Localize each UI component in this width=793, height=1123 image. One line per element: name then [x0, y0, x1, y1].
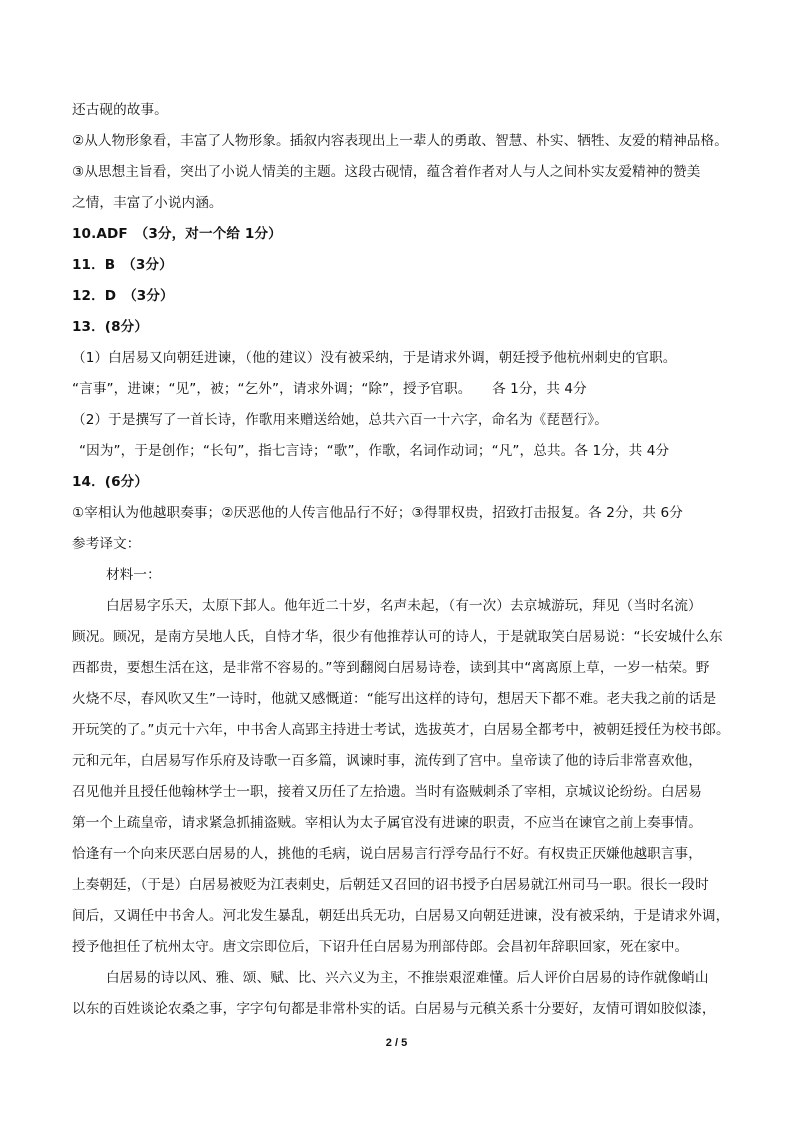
text-line: 之情，丰富了小说内涵。 [72, 195, 223, 211]
text-line: 火烧不尽，春风吹又生”一诗时，他就又感慨道：“能写出这样的诗句，想居天下都不难。老夫我之前的话是 [72, 691, 717, 707]
text-line: ②从人物形象看，丰富了人物形象。插叙内容表现出上一辈人的勇敢、智慧、朴实、牺牲、友爱的精神品格。 [72, 133, 728, 149]
answer-12: 12．D （3分） [72, 288, 174, 304]
text-line: 恰逢有一个向来厌恶白居易的人，挑他的毛病，说白居易言行浮夸品行不好。有权贵正厌嫌他越职言事， [72, 846, 702, 862]
answer-11: 11．B （3分） [72, 257, 173, 273]
text-line: （2）于是撰写了一首长诗，作歌用来赠送给她，总共六百一十六字，命名为《琵琶行》。 [72, 412, 609, 428]
text-line: ③从思想主旨看，突出了小说人情美的主题。这段古砚情，蕴含着作者对人与人之间朴实友爱精神的赞美 [72, 164, 701, 180]
text-line: 西都贵，要想生活在这，是非常不容易的。”等到翻阅白居易诗卷，读到其中“离离原上草，一岁一枯荣。野 [72, 660, 710, 676]
text-line: 白居易字乐天，太原下邽人。他年近二十岁，名声未起，（有一次）去京城游玩，拜见（当时名流） [106, 598, 702, 614]
text-line: 白居易的诗以风、雅、颂、赋、比、兴六义为主，不推崇艰涩难懂。后人评价白居易的诗作就像峭山 [106, 970, 709, 986]
text-line: （1）白居易又向朝廷进谏，（他的建议）没有被采纳，于是请求外调，朝廷授予他杭州刺史的官职。 [72, 350, 677, 366]
text-line: 以东的百姓谈论农桑之事，字字句句都是非常朴实的话。白居易与元稹关系十分要好，友情可谓如胶似漆， [72, 1001, 716, 1017]
text-line: 间后，又调任中书舍人。河北发生暴乱，朝廷出兵无功，白居易又向朝廷进谏，没有被采纳，于是请求外调， [72, 908, 730, 924]
answer-10: 10.ADF （3分，对一个给 1分） [72, 226, 282, 242]
text-line: 授予他担任了杭州太守。唐文宗即位后，下诏升任白居易为刑部侍郎。会昌初年辞职回家，死在家中。 [72, 939, 689, 955]
text-line: 上奏朝廷，（于是）白居易被贬为江表刺史，后朝廷又召回的诏书授予白居易就江州司马一职。很长一段时 [72, 877, 709, 893]
text-line: 顾况。顾况，是南方吴地人氏，自恃才华，很少有他推荐认可的诗人，于是就取笑白居易说：“长安城什么东 [72, 629, 723, 645]
text-line: ①宰相认为他越职奏事；②厌恶他的人传言他品行不好；③得罪权贵，招致打击报复。各 2分，共 6分 [72, 505, 683, 521]
text-line: “言事”，进谏；“见”，被；“乞外”，请求外调；“除”，授予官职。 各 1分，共 4分 [72, 381, 587, 397]
answer-14-heading: 14．(6分） [72, 474, 149, 490]
text-line: 元和元年，白居易写作乐府及诗歌一百多篇，讽谏时事，流传到了宫中。皇帝读了他的诗后非常喜欢他， [72, 753, 702, 769]
text-line: 还古砚的故事。 [72, 102, 168, 118]
answer-13-heading: 13．(8分） [72, 319, 149, 335]
page-number: 2 / 5 [385, 1037, 408, 1049]
translation-heading: 参考译文： [72, 536, 141, 552]
text-line: 召见他并且授任他翰林学士一职，接着又历任了左拾遗。当时有盗贼刺杀了宰相，京城议论纷纷。白居易 [72, 784, 702, 800]
material-heading: 材料一： [106, 567, 161, 583]
text-line: 开玩笑的了。”贞元十六年，中书舍人高郢主持进士考试，选拔英才，白居易全都考中，被朝廷授任为校书郎。 [72, 722, 730, 738]
text-line: 第一个上疏皇帝，请求紧急抓捕盗贼。宰相认为太子属官没有进谏的职责，不应当在谏官之前上奏事情。 [72, 815, 702, 831]
text-line: “因为”，于是创作；“长句”，指七言诗；“歌”，作歌，名词作动词；“凡”，总共。各 1分，共 4分 [79, 443, 670, 459]
